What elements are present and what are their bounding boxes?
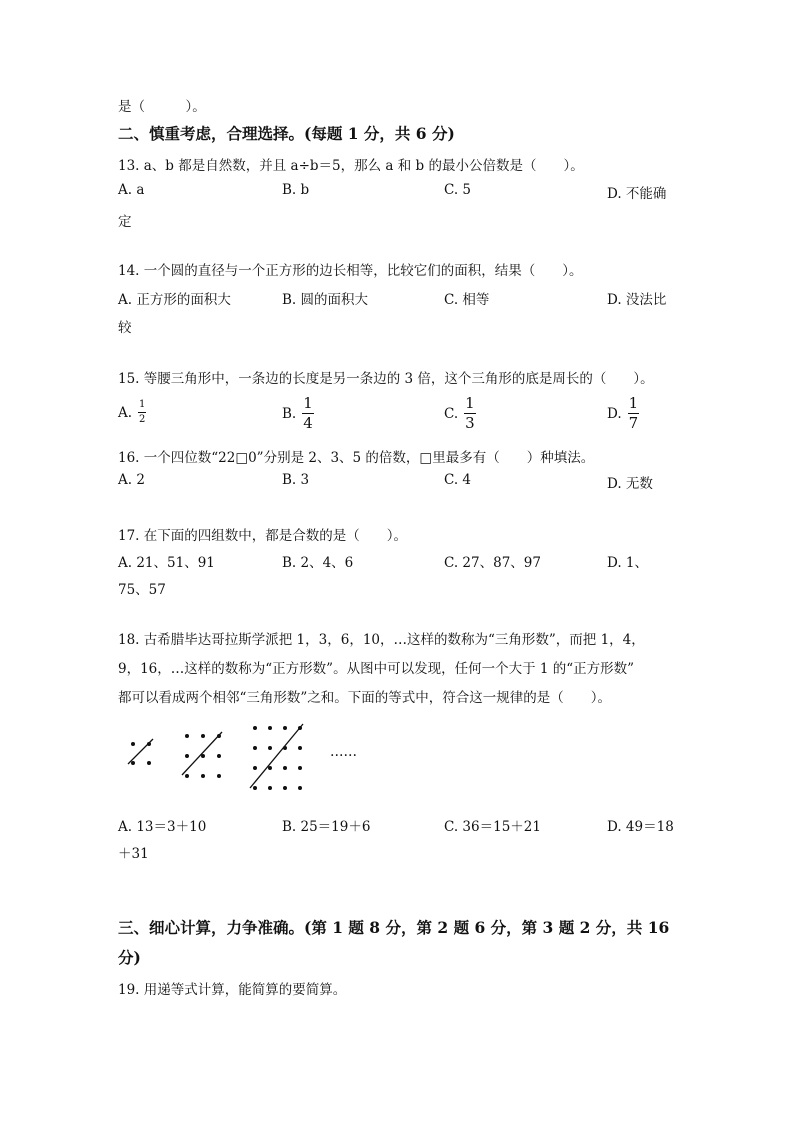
q16-option-a: A. 2 [118, 472, 145, 488]
q15-b-label: B. [282, 405, 297, 422]
q16-option-d: D. 无数 [607, 476, 653, 492]
q17-option-b: B. 2、4、6 [282, 555, 354, 571]
question-15: 15. 等腰三角形中，一条边的长度是另一条边的 3 倍，这个三角形的底是周长的（ ）。 [118, 371, 654, 387]
q18-option-d: D. 49＝18 [607, 819, 674, 835]
q15-d-label: D. [607, 405, 622, 422]
q16-option-c: C. 4 [444, 472, 472, 488]
question-18-line-3: 都可以看成两个相邻“三角形数”之和。下面的等式中，符合这一规律的是（ ）。 [118, 690, 612, 706]
q15-option-a [118, 400, 146, 425]
q18-option-d-continued: ＋31 [118, 846, 149, 862]
q13-option-d-continued: 定 [118, 214, 132, 230]
question-14: 14. 一个圆的直径与一个正方形的边长相等，比较它们的面积，结果（ ）。 [118, 263, 583, 279]
q13-option-c: C. 5 [444, 182, 472, 198]
q18-option-b: B. 25＝19＋6 [282, 819, 371, 835]
q14-option-b: B. 圆的面积大 [282, 292, 369, 308]
question-18-line-1: 18. 古希腊毕达哥拉斯学派把 1，3，6，10，…这样的数称为“三角形数”，而把 1，4， [118, 632, 645, 648]
fraction-one-half: $\frac{1}{2}$ [139, 399, 146, 425]
q15-option-d [607, 396, 639, 431]
q15-option-c [444, 396, 476, 431]
fraction-one-seventh: $\frac{1}{7}$ [628, 394, 639, 432]
section-3-title-line-1: 三、细心计算，力争准确。(第 1 题 8 分，第 2 题 6 分，第 3 题 2 分，共 16 [118, 918, 670, 937]
q13-option-b: B. b [282, 182, 310, 198]
q15-c-label: C. [444, 405, 459, 422]
q17-option-d: D. 1、 [607, 555, 649, 571]
question-16: 16. 一个四位数“22□0”分别是 2、3、5 的倍数，□里最多有（ ）种填法。 [118, 450, 595, 466]
q14-option-d-continued: 较 [118, 320, 132, 336]
fraction-one-quarter: $\frac{1}{4}$ [303, 394, 313, 432]
fraction-one-third: $\frac{1}{3}$ [465, 394, 475, 432]
q13-option-a: A. a [118, 182, 145, 198]
q18-option-c: C. 36＝15＋21 [444, 819, 541, 835]
section-3-title-line-2: 分) [118, 948, 141, 967]
q14-option-d: D. 没法比 [607, 292, 667, 308]
q14-option-c: C. 相等 [444, 292, 490, 308]
question-13: 13. a、b 都是自然数，并且 a÷b＝5，那么 a 和 b 的最小公倍数是（ ）。 [118, 158, 584, 174]
section-2-title: 二、慎重考虑，合理选择。(每题 1 分，共 6 分) [118, 124, 455, 143]
q13-option-d: D. 不能确 [607, 186, 667, 202]
top-line: 是（ ）。 [118, 99, 206, 115]
question-18-line-2: 9，16，…这样的数称为“正方形数”。从图中可以发现，任何一个大于 1 的“正方形数” [118, 661, 635, 677]
q15-a-label: A. [118, 404, 133, 421]
q17-option-c: C. 27、87、97 [444, 555, 541, 571]
q16-option-b: B. 3 [282, 472, 310, 488]
figure-ellipsis: …… [330, 744, 357, 760]
question-17: 17. 在下面的四组数中，都是合数的是（ ）。 [118, 528, 408, 544]
q15-option-b [282, 396, 314, 431]
q17-option-d-continued: 75、57 [118, 582, 166, 598]
q17-option-a: A. 21、51、91 [118, 555, 215, 571]
q18-option-a: A. 13＝3＋10 [118, 819, 207, 835]
q14-option-a: A. 正方形的面积大 [118, 292, 231, 308]
question-19: 19. 用递等式计算，能简算的要简算。 [118, 982, 347, 998]
